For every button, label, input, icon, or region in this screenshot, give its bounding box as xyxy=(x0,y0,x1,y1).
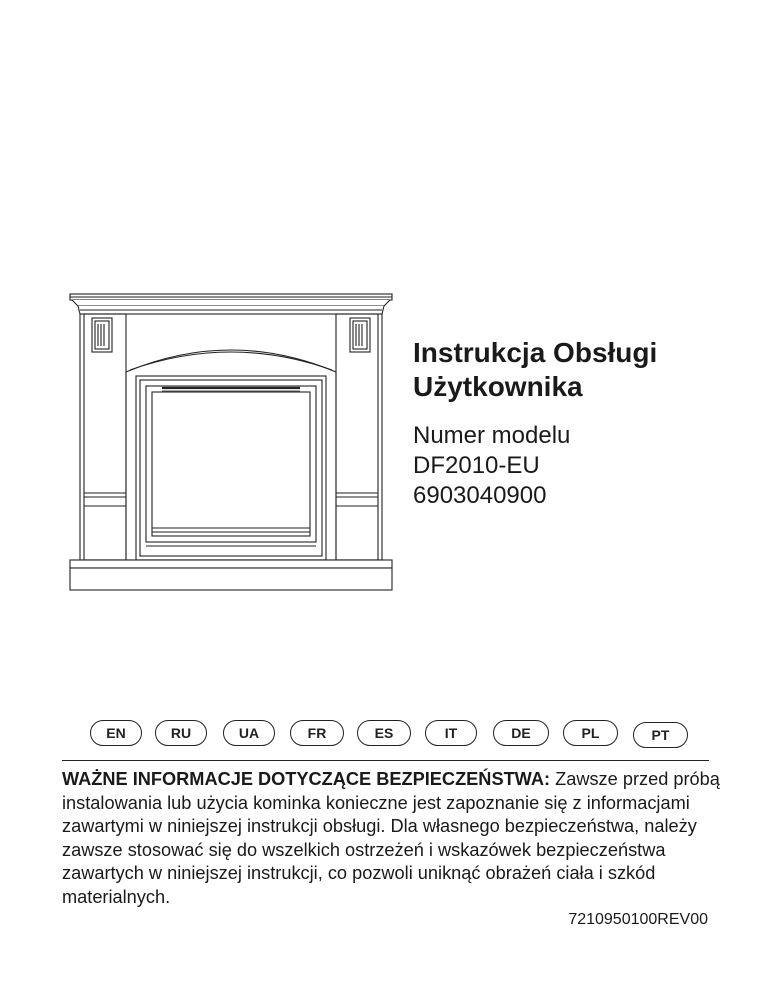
manual-title xyxy=(413,336,657,404)
title-line-2: Użytkownika xyxy=(413,371,583,402)
lang-it[interactable]: IT xyxy=(425,720,477,746)
divider xyxy=(62,760,709,761)
lang-ua[interactable]: UA xyxy=(223,720,275,746)
model-name: DF2010-EU xyxy=(413,452,540,479)
document-number: 7210950100REV00 xyxy=(568,911,708,928)
lang-es[interactable]: ES xyxy=(357,720,411,746)
model-label: Numer modelu xyxy=(413,422,571,449)
lang-pl[interactable]: PL xyxy=(563,720,618,746)
lang-pt[interactable]: PT xyxy=(633,722,688,748)
warning-heading: WAŻNE INFORMACJE DOTYCZĄCE BEZPIECZEŃSTWA: xyxy=(62,769,551,789)
fireplace-illustration xyxy=(66,292,396,592)
title-line-1: Instrukcja Obsługi xyxy=(413,337,658,368)
warning-body: Zawsze przed próbą instalowania lub użycia kominka konieczne jest zapoznanie się z informacjami zawartymi w niniejszej instrukcji obsługi. Dla własnego bezpieczeństwa, należy zawsze stosować się do wszelkich ostrzeżeń i wskazówek bezpieczeństwa zawartych w niniejszej instrukcji, co pozwoli uniknąć obrażeń ciała i szkód materialnych. xyxy=(62,769,720,907)
lang-de[interactable]: DE xyxy=(493,720,549,746)
lang-ru[interactable]: RU xyxy=(155,720,207,746)
model-info xyxy=(413,421,570,511)
lang-en[interactable]: EN xyxy=(90,720,142,746)
safety-warning xyxy=(62,768,722,909)
lang-fr[interactable]: FR xyxy=(290,720,344,746)
model-number: 6903040900 xyxy=(413,482,547,509)
